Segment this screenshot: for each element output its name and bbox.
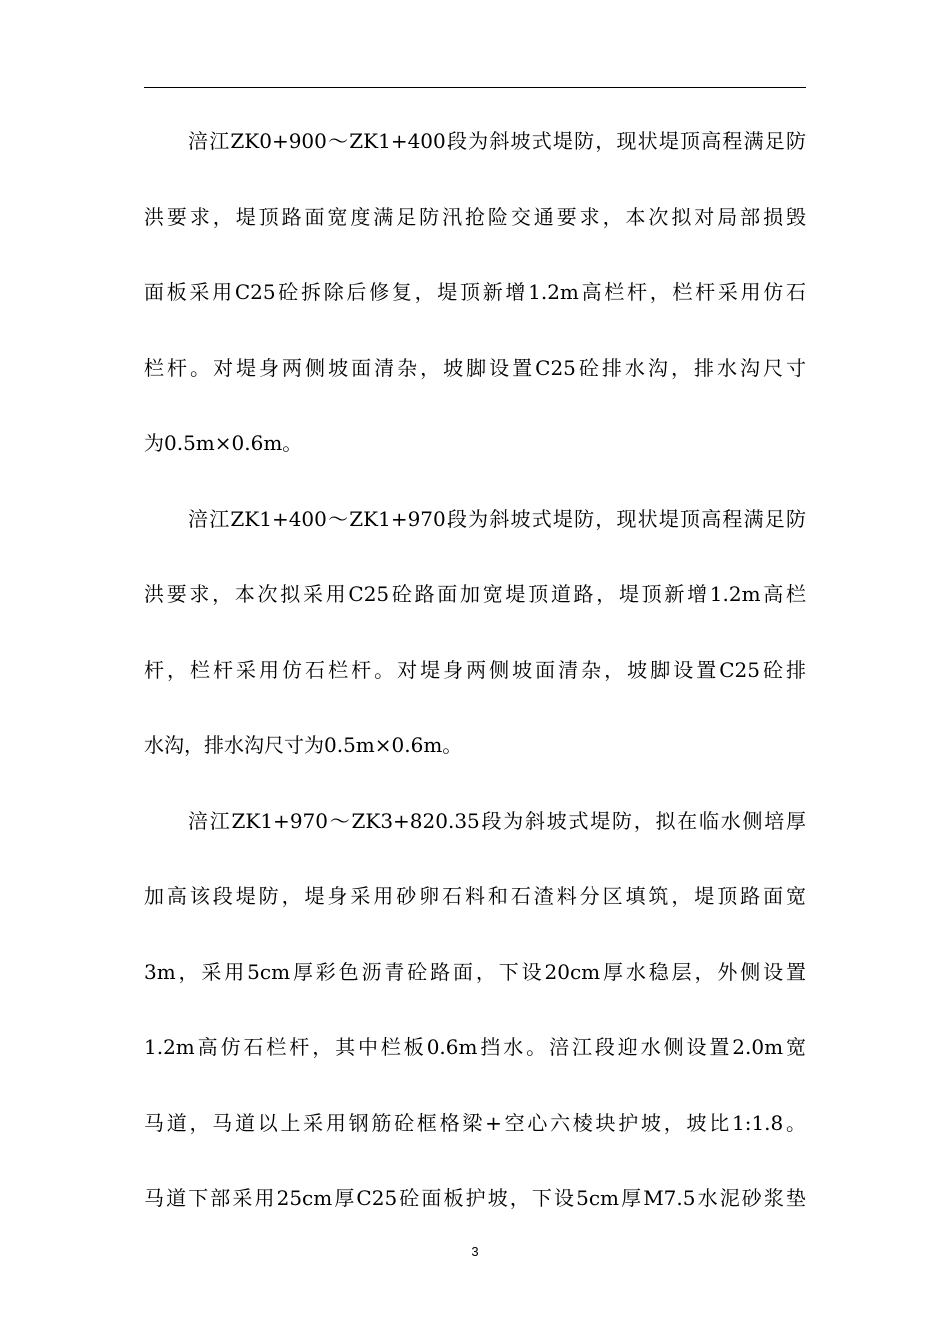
header-rule [144,87,806,88]
page-number: 3 [471,1244,479,1259]
text-line: 为0.5m×0.6m。 [144,431,303,455]
text-line: 杆，栏杆采用仿石栏杆。对堤身两侧坡面清杂，坡脚设置C25砼排 [144,657,806,682]
text-line: 涪江ZK0+900～ZK1+400段为斜坡式堤防，现状堤顶高程满足防 [188,129,806,153]
text-line: 马道，马道以上采用钢筋砼框格梁+空心六棱块护坡，坡比1:1.8。 [144,1110,806,1135]
body-text [144,104,806,1237]
text-line: 加高该段堤防，堤身采用砂卵石料和石渣料分区填筑，堤顶路面宽 [144,884,806,908]
text-line: 涪江ZK1+970～ZK3+820.35段为斜坡式堤防，拟在临水侧培厚 [188,808,806,833]
text-line: 马道下部采用25cm厚C25砼面板护坡，下设5cm厚M7.5水泥砂浆垫 [144,1186,806,1210]
text-line: 1.2m高仿石栏杆，其中栏板0.6m挡水。涪江段迎水侧设置2.0m宽 [144,1035,806,1059]
text-line: 面板采用C25砼拆除后修复，堤顶新增1.2m高栏杆，栏杆采用仿石 [144,280,806,304]
text-line: 洪要求，堤顶路面宽度满足防汛抢险交通要求，本次拟对局部损毁 [144,204,806,229]
text-line: 3m，采用5cm厚彩色沥青砼路面，下设20cm厚水稳层，外侧设置 [144,959,806,984]
text-line: 洪要求，本次拟采用C25砼路面加宽堤顶道路，堤顶新增1.2m高栏 [144,582,806,606]
text-line: 水沟，排水沟尺寸为0.5m×0.6m。 [144,733,463,757]
text-line: 涪江ZK1+400～ZK1+970段为斜坡式堤防，现状堤顶高程满足防 [188,506,806,531]
text-line: 栏杆。对堤身两侧坡面清杂，坡脚设置C25砼排水沟，排水沟尺寸 [144,355,806,380]
